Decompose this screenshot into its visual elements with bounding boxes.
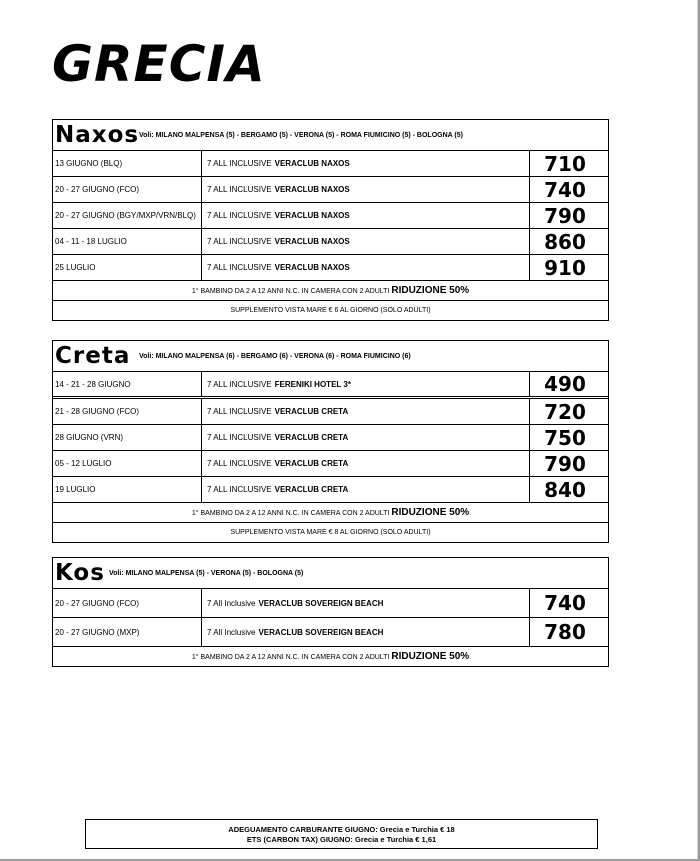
section-creta	[52, 340, 609, 543]
row-nights: 7 ALL INCLUSIVE	[207, 263, 272, 272]
fuel-surcharge-box	[85, 819, 598, 849]
table-row	[53, 451, 608, 477]
row-price: 790	[544, 451, 586, 476]
table-row	[53, 372, 608, 399]
table-row	[53, 399, 608, 425]
row-offer	[202, 229, 530, 254]
row-offer	[202, 589, 530, 617]
child-note-discount: RIDUZIONE 50%	[391, 285, 470, 296]
row-price: 860	[544, 229, 586, 254]
row-hotel: VERACLUB NAXOS	[274, 185, 350, 194]
section-title: Kos	[55, 560, 105, 586]
row-price: 740	[544, 591, 586, 615]
row-date: 13 GIUGNO (BLQ)	[53, 151, 202, 176]
section-flights: Voli: MILANO MALPENSA (6) - BERGAMO (6) - VERONA (6) - ROMA FIUMICINO (6)	[139, 353, 411, 360]
row-date: 20 - 27 GIUGNO (FCO)	[53, 589, 202, 617]
row-nights: 7 ALL INCLUSIVE	[207, 407, 272, 416]
row-nights: 7 ALL INCLUSIVE	[207, 485, 272, 494]
row-hotel: FERENIKI HOTEL 3*	[274, 379, 351, 389]
row-hotel: VERACLUB CRETA	[274, 459, 349, 468]
section-header	[53, 120, 608, 151]
row-nights: 7 ALL INCLUSIVE	[207, 379, 272, 389]
row-nights: 7 ALL INCLUSIVE	[207, 211, 272, 220]
row-offer	[202, 203, 530, 228]
row-nights: 7 All Inclusive	[207, 627, 256, 637]
page-title: GRECIA	[52, 35, 266, 93]
table-row	[53, 177, 608, 203]
page-edge-shadow	[697, 0, 698, 861]
row-offer	[202, 151, 530, 176]
table-row	[53, 229, 608, 255]
row-hotel: VERACLUB CRETA	[274, 433, 349, 442]
row-date: 04 - 11 - 18 LUGLIO	[53, 229, 202, 254]
row-price: 840	[544, 477, 586, 502]
row-hotel: VERACLUB NAXOS	[274, 211, 350, 220]
section-naxos	[52, 119, 609, 321]
row-price: 750	[544, 425, 586, 450]
row-price: 910	[544, 255, 586, 280]
child-discount-note	[53, 503, 608, 523]
row-hotel: VERACLUB CRETA	[274, 407, 349, 416]
fuel-surcharge-line: ADEGUAMENTO CARBURANTE GIUGNO: Grecia e Turchia € 18	[228, 825, 455, 834]
child-discount-note	[53, 647, 608, 666]
row-nights: 7 ALL INCLUSIVE	[207, 159, 272, 168]
child-note-discount: RIDUZIONE 50%	[391, 651, 470, 662]
row-nights: 7 All Inclusive	[207, 598, 256, 608]
row-date: 05 - 12 LUGLIO	[53, 451, 202, 476]
row-date: 25 LUGLIO	[53, 255, 202, 280]
row-date: 28 GIUGNO (VRN)	[53, 425, 202, 450]
child-note-text: 1° BAMBINO DA 2 A 12 ANNI N.C. IN CAMERA CON 2 ADULTI	[191, 654, 390, 661]
row-hotel: VERACLUB NAXOS	[274, 237, 350, 246]
row-date: 20 - 27 GIUGNO (BGY/MXP/VRN/BLQ)	[53, 203, 202, 228]
row-price: 490	[544, 372, 586, 396]
row-date: 20 - 27 GIUGNO (MXP)	[53, 618, 202, 646]
row-offer	[202, 372, 530, 396]
row-offer	[202, 451, 530, 476]
supplement-note: SUPPLEMENTO VISTA MARE € 8 AL GIORNO (SOLO ADULTI)	[230, 529, 431, 536]
row-nights: 7 ALL INCLUSIVE	[207, 185, 272, 194]
row-offer	[202, 618, 530, 646]
table-row	[53, 477, 608, 503]
row-offer	[202, 399, 530, 424]
table-row	[53, 151, 608, 177]
row-nights: 7 ALL INCLUSIVE	[207, 459, 272, 468]
row-nights: 7 ALL INCLUSIVE	[207, 237, 272, 246]
section-kos	[52, 557, 609, 667]
table-row	[53, 589, 608, 618]
section-title: Creta	[55, 343, 131, 369]
row-date: 19 LUGLIO	[53, 477, 202, 502]
row-offer	[202, 425, 530, 450]
section-header	[53, 558, 608, 589]
row-hotel: VERACLUB CRETA	[274, 485, 349, 494]
row-price: 790	[544, 203, 586, 228]
row-price: 710	[544, 151, 586, 176]
child-discount-note	[53, 281, 608, 301]
row-offer	[202, 477, 530, 502]
row-offer	[202, 255, 530, 280]
section-flights: Voli: MILANO MALPENSA (5) - BERGAMO (5) - VERONA (5) - ROMA FIUMICINO (5) - BOLOGNA (5)	[139, 132, 463, 139]
row-date: 21 - 28 GIUGNO (FCO)	[53, 399, 202, 424]
carbon-tax-line: ETS (CARBON TAX) GIUGNO: Grecia e Turchia € 1,61	[246, 835, 437, 844]
row-hotel: VERACLUB SOVEREIGN BEACH	[258, 627, 384, 637]
row-hotel: VERACLUB NAXOS	[274, 263, 350, 272]
row-offer	[202, 177, 530, 202]
child-note-discount: RIDUZIONE 50%	[391, 507, 470, 518]
row-date: 14 - 21 - 28 GIUGNO	[53, 372, 202, 396]
table-row	[53, 425, 608, 451]
row-nights: 7 ALL INCLUSIVE	[207, 433, 272, 442]
row-price: 740	[544, 177, 586, 202]
supplement-note: SUPPLEMENTO VISTA MARE € 6 AL GIORNO (SOLO ADULTI)	[230, 307, 431, 314]
row-hotel: VERACLUB SOVEREIGN BEACH	[258, 598, 384, 608]
row-price: 780	[544, 620, 586, 644]
table-row	[53, 618, 608, 647]
section-header	[53, 341, 608, 372]
row-price: 720	[544, 399, 586, 424]
section-title: Naxos	[55, 122, 140, 148]
section-flights: Voli: MILANO MALPENSA (5) - VERONA (5) - BOLOGNA (5)	[109, 570, 304, 577]
child-note-text: 1° BAMBINO DA 2 A 12 ANNI N.C. IN CAMERA CON 2 ADULTI	[191, 510, 390, 517]
table-row	[53, 203, 608, 229]
row-date: 20 - 27 GIUGNO (FCO)	[53, 177, 202, 202]
table-row	[53, 255, 608, 281]
child-note-text: 1° BAMBINO DA 2 A 12 ANNI N.C. IN CAMERA CON 2 ADULTI	[191, 288, 390, 295]
row-hotel: VERACLUB NAXOS	[274, 159, 350, 168]
